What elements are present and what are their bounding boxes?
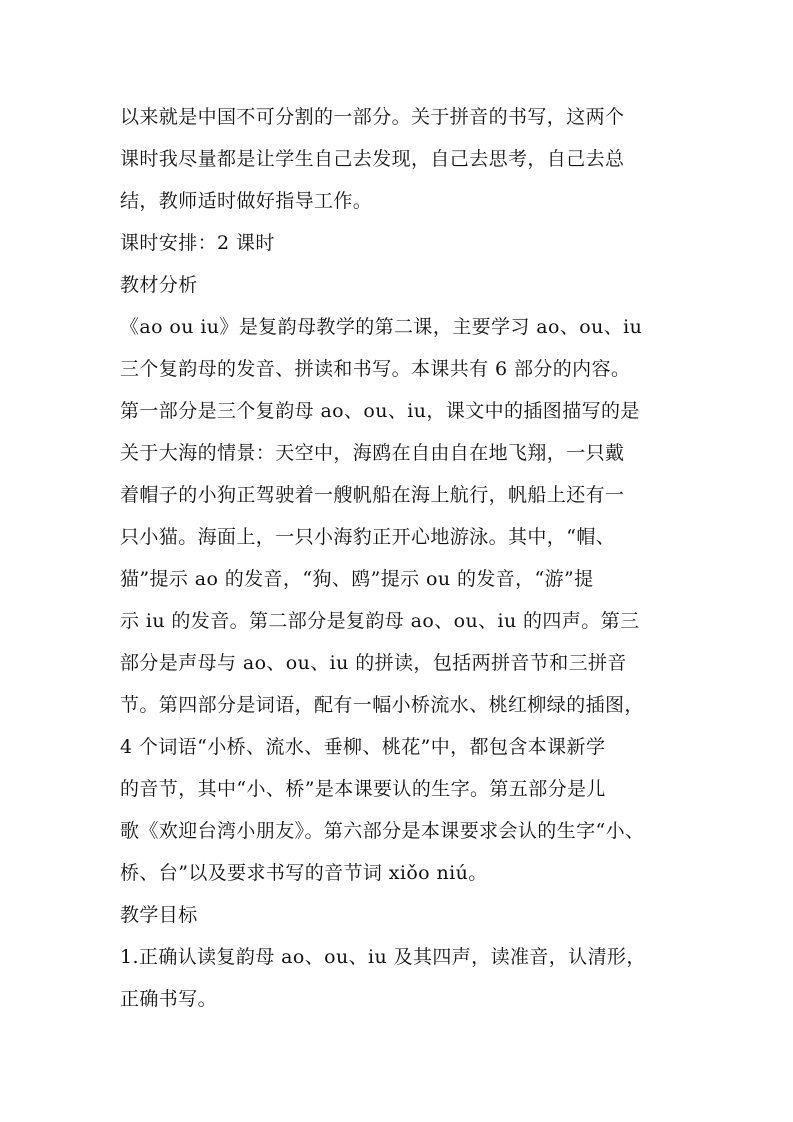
objective-item: 1.正确认读复韵母 ao、ou、iu 及其四声，读准音，认清形， bbox=[120, 946, 646, 968]
objective-item: 正确书写。 bbox=[120, 988, 218, 1010]
text-line: 示 iu 的发音。第二部分是复韵母 ao、ou、iu 的四声。第三 bbox=[120, 610, 640, 632]
section-heading-objectives: 教学目标 bbox=[120, 904, 198, 926]
text-line: 第一部分是三个复韵母 ao、ou、iu，课文中的插图描写的是 bbox=[120, 400, 640, 422]
text-line: 4 个词语“小桥、流水、垂柳、桃花”中，都包含本课新学 bbox=[120, 736, 606, 758]
text-line: 结，教师适时做好指导工作。 bbox=[120, 190, 373, 212]
text-line: 的音节，其中“小、桥”是本课要认的生字。第五部分是儿 bbox=[120, 778, 606, 800]
text-line: 歌《欢迎台湾小朋友》。第六部分是本课要求会认的生字“小、 bbox=[120, 820, 645, 842]
text-line: 部分是声母与 ao、ou、iu 的拼读，包括两拼音节和三拼音 bbox=[120, 652, 627, 674]
text-line: 《ao ou iu》是复韵母教学的第二课，主要学习 ao、ou、iu bbox=[120, 316, 643, 338]
text-line: 节。第四部分是词语，配有一幅小桥流水、桃红柳绿的插图， bbox=[120, 694, 644, 716]
text-line: 桥、台”以及要求书写的音节词 xiǒo niú。 bbox=[120, 862, 488, 884]
schedule-line: 课时安排：2 课时 bbox=[120, 232, 275, 254]
section-heading-materials: 教材分析 bbox=[120, 274, 198, 296]
text-line: 关于大海的情景：天空中，海鸥在自由自在地飞翔，一只戴 bbox=[120, 442, 625, 464]
text-line: 以来就是中国不可分割的一部分。关于拼音的书写，这两个 bbox=[120, 106, 625, 128]
text-line: 三个复韵母的发音、拼读和书写。本课共有 6 部分的内容。 bbox=[120, 358, 631, 380]
text-line: 着帽子的小狗正驾驶着一艘帆船在海上航行，帆船上还有一 bbox=[120, 484, 625, 506]
text-line: 课时我尽量都是让学生自己去发现，自己去思考，自己去总 bbox=[120, 148, 625, 170]
text-line: 猫”提示 ao 的发音，“狗、鸥”提示 ou 的发音，“游”提 bbox=[120, 568, 594, 590]
text-line: 只小猫。海面上，一只小海豹正开心地游泳。其中，“帽、 bbox=[120, 526, 616, 548]
